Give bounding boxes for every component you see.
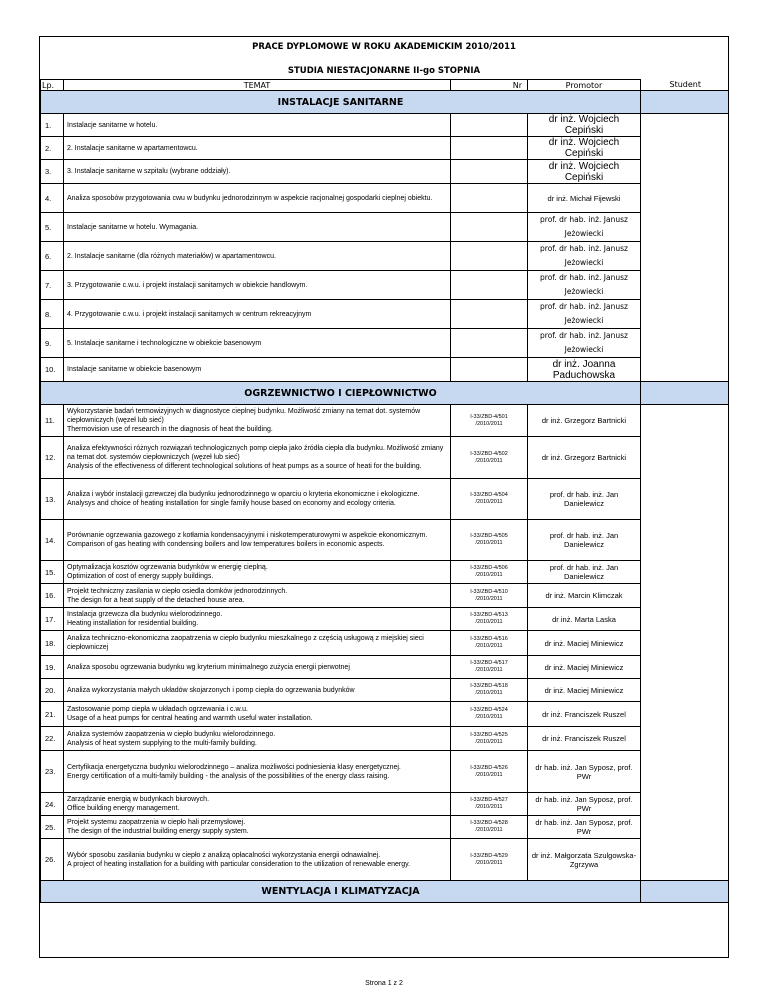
thesis-code bbox=[451, 271, 528, 300]
table-row bbox=[41, 479, 730, 520]
row-number: 6. bbox=[41, 242, 64, 271]
table-row bbox=[41, 584, 730, 608]
section-header-wentylacja bbox=[41, 881, 730, 903]
promotor-name: prof. dr hab. inż. Janusz Jeżowiecki bbox=[528, 213, 641, 242]
student-cell bbox=[641, 271, 730, 300]
thesis-topic: Zastosowanie pomp ciepła w układach ogrzewania i c.w.u. Usage of a heat pumps for central heating and warmth useful water installation. bbox=[64, 702, 451, 727]
promotor-name: prof. dr hab. inż. Janusz Jeżowiecki bbox=[528, 300, 641, 329]
row-number: 22. bbox=[41, 727, 64, 751]
section-header-ogrzewnictwo bbox=[41, 382, 730, 405]
thesis-code: I-33/ZBD-4/504 /2010/2011 bbox=[451, 479, 528, 520]
student-cell bbox=[641, 727, 730, 751]
thesis-topic: Analiza sposobów przygotowania cwu w budynku jednorodzinnym w aspekcie racjonalnej gospodarki cieplnej obiektu. bbox=[64, 184, 451, 213]
student-cell bbox=[641, 137, 730, 160]
student-cell bbox=[641, 631, 730, 656]
row-number: 26. bbox=[41, 839, 64, 881]
thesis-code: I-33/ZBD-4/529 /2010/2011 bbox=[451, 839, 528, 881]
row-number: 20. bbox=[41, 679, 64, 702]
thesis-code bbox=[451, 329, 528, 358]
row-number: 14. bbox=[41, 520, 64, 561]
promotor-name: dr inż. Michał Fijewski bbox=[528, 184, 641, 213]
promotor-name: dr inż. Franciszek Ruszel bbox=[528, 702, 641, 727]
page-footer: Strona 1 z 2 bbox=[365, 980, 403, 987]
row-number: 1. bbox=[41, 114, 64, 137]
table-row bbox=[41, 160, 730, 184]
thesis-topic: Instalacje sanitarne w obiekcie basenowym bbox=[64, 358, 451, 382]
column-header-temat: TEMAT bbox=[64, 80, 451, 91]
thesis-topic: Zarządzanie energią w budynkach biurowych. Office building energy management. bbox=[64, 793, 451, 816]
row-number: 11. bbox=[41, 405, 64, 437]
thesis-topic: 2. Instalacje sanitarne (dla różnych materiałów) w apartamentowcu. bbox=[64, 242, 451, 271]
column-header-nr: Nr bbox=[451, 80, 528, 91]
thesis-topic: Instalacje sanitarne w hotelu. bbox=[64, 114, 451, 137]
table-header-row bbox=[41, 80, 730, 91]
thesis-code: I-33/ZBD-4/501 /2010/2011 bbox=[451, 405, 528, 437]
row-number: 3. bbox=[41, 160, 64, 184]
thesis-code bbox=[451, 358, 528, 382]
table-row bbox=[41, 751, 730, 793]
thesis-code: I-33/ZBD-4/524 /2010/2011 bbox=[451, 702, 528, 727]
column-header-promotor: Promotor bbox=[528, 80, 641, 91]
row-number: 16. bbox=[41, 584, 64, 608]
row-number: 19. bbox=[41, 656, 64, 679]
row-number: 18. bbox=[41, 631, 64, 656]
student-cell bbox=[641, 358, 730, 382]
thesis-code bbox=[451, 242, 528, 271]
row-number: 7. bbox=[41, 271, 64, 300]
thesis-topic: Porównanie ogrzewania gazowego z kotłamia kondensacyjnymi i niskotemperaturowymi w aspekcie ekonomicznym. Comparison of gas heating with condensing boilers and low temperatures boilers in economic aspects. bbox=[64, 520, 451, 561]
thesis-topic: 2. Instalacje sanitarne w apartamentowcu. bbox=[64, 137, 451, 160]
page-subtitle: STUDIA NIESTACJONARNE II-go STOPNIA bbox=[287, 66, 481, 76]
thesis-topic: Analiza systemów zaopatrzenia w ciepło budynku wielorodzinnego. Analysis of heat system supplying to the multi-family building. bbox=[64, 727, 451, 751]
thesis-topic: Projekt systemu zaopatrzenia w ciepło hali przemysłowej. The design of the industrial building energy supply system. bbox=[64, 816, 451, 839]
student-cell bbox=[641, 329, 730, 358]
table-row bbox=[41, 437, 730, 479]
page-title: PRACE DYPLOMOWE W ROKU AKADEMICKIM 2010/2011 bbox=[252, 42, 516, 52]
student-cell bbox=[641, 656, 730, 679]
table-row bbox=[41, 816, 730, 839]
table-row bbox=[41, 608, 730, 631]
table-row bbox=[41, 520, 730, 561]
row-number: 9. bbox=[41, 329, 64, 358]
student-cell bbox=[641, 816, 730, 839]
thesis-code: I-33/ZBD-4/506 /2010/2011 bbox=[451, 561, 528, 584]
thesis-topic: Analiza efektywności różnych rozwiązań technologicznych pomp ciepła jako źródła ciepła dla budynku. Możliwość zmiany na temat dot. systemów ciepłowniczych (węzeł lub sieć) Analysis of the effectiveness of different technological solutions of heat pumps as a source of heati for the building. bbox=[64, 437, 451, 479]
thesis-topic: Instalacja grzewcza dla budynku wielorodzinnego. Heating installation for residential building. bbox=[64, 608, 451, 631]
student-cell bbox=[641, 184, 730, 213]
promotor-name: dr inż. Wojciech Cepiński bbox=[528, 114, 641, 137]
column-header-student: Student bbox=[669, 80, 701, 90]
thesis-code: I-33/ZBD-4/516 /2010/2011 bbox=[451, 631, 528, 656]
row-number: 21. bbox=[41, 702, 64, 727]
promotor-name: dr inż. Maciej Miniewicz bbox=[528, 631, 641, 656]
thesis-topic: 5. Instalacje sanitarne i technologiczne w obiekcie basenowym bbox=[64, 329, 451, 358]
promotor-name: dr inż. Marta Laska bbox=[528, 608, 641, 631]
row-number: 23. bbox=[41, 751, 64, 793]
table-row bbox=[41, 656, 730, 679]
table-row bbox=[41, 242, 730, 271]
promotor-name: dr hab. inż. Jan Syposz, prof. PWr bbox=[528, 751, 641, 793]
table-row bbox=[41, 839, 730, 881]
promotor-name: dr hab. inż. Jan Syposz, prof. PWr bbox=[528, 793, 641, 816]
student-cell bbox=[641, 561, 730, 584]
student-cell bbox=[641, 793, 730, 816]
row-number: 12. bbox=[41, 437, 64, 479]
promotor-name: prof. dr hab. inż. Jan Danielewicz bbox=[528, 479, 641, 520]
document-sheet bbox=[39, 36, 729, 958]
table-row bbox=[41, 405, 730, 437]
promotor-name: dr inż. Wojciech Cepiński bbox=[528, 137, 641, 160]
row-number: 4. bbox=[41, 184, 64, 213]
thesis-topic: 3. Przygotowanie c.w.u. i projekt instalacji sanitarnych w obiekcie handlowym. bbox=[64, 271, 451, 300]
thesis-topic: Analiza wykorzystania małych układów skojarzonych i pomp ciepła do ogrzewania budynków bbox=[64, 679, 451, 702]
thesis-code bbox=[451, 114, 528, 137]
table-row bbox=[41, 793, 730, 816]
row-number: 8. bbox=[41, 300, 64, 329]
section-header-sanitarne bbox=[41, 91, 730, 114]
thesis-topic: Analiza techniczno-ekonomiczna zaopatrzenia w ciepło budynku mieszkalnego z częścią usługową z miejskiej sieci ciepłowniczej bbox=[64, 631, 451, 656]
column-header-lp: Lp. bbox=[41, 80, 64, 91]
promotor-name: prof. dr hab. inż. Jan Danielewicz bbox=[528, 561, 641, 584]
promotor-name: dr inż. Maciej Miniewicz bbox=[528, 679, 641, 702]
table-row bbox=[41, 184, 730, 213]
promotor-name: prof. dr hab. inż. Janusz Jeżowiecki bbox=[528, 329, 641, 358]
promotor-name: prof. dr hab. inż. Janusz Jeżowiecki bbox=[528, 242, 641, 271]
table-row bbox=[41, 561, 730, 584]
thesis-topic: Certyfikacja energetyczna budynku wielorodzinnego – analiza możliwości podniesienia klasy energetycznej. Energy certification of a multi-family building - the analysis of the possibilities of the energy class raising. bbox=[64, 751, 451, 793]
promotor-name: prof. dr hab. inż. Janusz Jeżowiecki bbox=[528, 271, 641, 300]
thesis-topic: 3. Instalacje sanitarne w szpitalu (wybrane oddziały). bbox=[64, 160, 451, 184]
thesis-topic: Projekt techniczny zasilania w ciepło osiedla domków jednorodzinnych. The design for a heat supply of the detached house area. bbox=[64, 584, 451, 608]
thesis-code bbox=[451, 300, 528, 329]
student-cell bbox=[641, 679, 730, 702]
row-number: 5. bbox=[41, 213, 64, 242]
student-cell bbox=[641, 584, 730, 608]
student-cell bbox=[641, 114, 730, 137]
promotor-name: dr inż. Wojciech Cepiński bbox=[528, 160, 641, 184]
table-row bbox=[41, 727, 730, 751]
promotor-name: dr inż. Marcin Klimczak bbox=[528, 584, 641, 608]
student-cell bbox=[641, 160, 730, 184]
thesis-topic: Wykorzystanie badań termowizyjnych w diagnostyce cieplnej budynku. Możliwość zmiany na temat dot. systemów ciepłowniczych (węzeł lub sieć) Thermovision use of research in the diagnosis of heat the building. bbox=[64, 405, 451, 437]
thesis-code: I-33/ZBD-4/528 /2010/2011 bbox=[451, 816, 528, 839]
table-row bbox=[41, 329, 730, 358]
promotor-name: dr inż. Joanna Paduchowska bbox=[528, 358, 641, 382]
promotor-name: dr inż. Maciej Miniewicz bbox=[528, 656, 641, 679]
table-row bbox=[41, 271, 730, 300]
thesis-code: I-33/ZBD-4/505 /2010/2011 bbox=[451, 520, 528, 561]
student-cell bbox=[641, 839, 730, 881]
row-number: 25. bbox=[41, 816, 64, 839]
student-cell bbox=[641, 242, 730, 271]
table-row bbox=[41, 631, 730, 656]
thesis-code: I-33/ZBD-4/525 /2010/2011 bbox=[451, 727, 528, 751]
section-title: OGRZEWNICTWO I CIEPŁOWNICTWO bbox=[41, 382, 641, 405]
student-cell bbox=[641, 702, 730, 727]
student-cell bbox=[641, 479, 730, 520]
student-cell bbox=[641, 751, 730, 793]
thesis-code: I-33/ZBD-4/513 /2010/2011 bbox=[451, 608, 528, 631]
section-title: INSTALACJE SANITARNE bbox=[41, 91, 641, 114]
row-number: 15. bbox=[41, 561, 64, 584]
table-row bbox=[41, 213, 730, 242]
row-number: 17. bbox=[41, 608, 64, 631]
student-cell bbox=[641, 520, 730, 561]
thesis-code: I-33/ZBD-4/510 /2010/2011 bbox=[451, 584, 528, 608]
thesis-code: I-33/ZBD-4/518 /2010/2011 bbox=[451, 679, 528, 702]
thesis-topic: Analiza i wybór instalacji gzrewczej dla budynku jednorodzinnego w oparciu o kryteria ekonomiczne i ekologiczne. Analysys and choice of heating installation for single family house based on economy and ecology criteria. bbox=[64, 479, 451, 520]
student-cell bbox=[641, 213, 730, 242]
thesis-table bbox=[40, 79, 729, 903]
promotor-name: dr hab. inż. Jan Syposz, prof. PWr bbox=[528, 816, 641, 839]
student-cell bbox=[641, 405, 730, 437]
thesis-code bbox=[451, 160, 528, 184]
thesis-code: I-33/ZBD-4/526 /2010/2011 bbox=[451, 751, 528, 793]
thesis-topic: Wybór sposobu zasilania budynku w ciepło z analizą opłacalności wykorzystania energii odnawialnej. A project of heating installation for a building with particular consideration to the utilization of renewable energy. bbox=[64, 839, 451, 881]
promotor-name: dr inż. Małgorzata Szulgowska-Zgrzywa bbox=[528, 839, 641, 881]
row-number: 10. bbox=[41, 358, 64, 382]
thesis-code: I-33/ZBD-4/527 /2010/2011 bbox=[451, 793, 528, 816]
table-row bbox=[41, 679, 730, 702]
thesis-code bbox=[451, 213, 528, 242]
promotor-name: dr inż. Franciszek Ruszel bbox=[528, 727, 641, 751]
student-cell bbox=[641, 437, 730, 479]
table-row bbox=[41, 300, 730, 329]
promotor-name: dr inż. Grzegorz Bartnicki bbox=[528, 405, 641, 437]
thesis-code: I-33/ZBD-4/502 /2010/2011 bbox=[451, 437, 528, 479]
thesis-topic: Analiza sposobu ogrzewania budynku wg kryterium minimalnego zużycia energii pierwotnej bbox=[64, 656, 451, 679]
thesis-topic: Instalacje sanitarne w hotelu. Wymagania. bbox=[64, 213, 451, 242]
thesis-code: I-33/ZBD-4/517 /2010/2011 bbox=[451, 656, 528, 679]
student-cell bbox=[641, 300, 730, 329]
table-row bbox=[41, 358, 730, 382]
table-row bbox=[41, 137, 730, 160]
table-row bbox=[41, 702, 730, 727]
thesis-topic: Optymalizacja kosztów ogrzewania budynków w energię cieplną. Optimization of cost of energy supply buildings. bbox=[64, 561, 451, 584]
thesis-topic: 4. Przygotowanie c.w.u. i projekt instalacji sanitarnych w centrum rekreacyjnym bbox=[64, 300, 451, 329]
row-number: 2. bbox=[41, 137, 64, 160]
row-number: 13. bbox=[41, 479, 64, 520]
promotor-name: dr inż. Grzegorz Bartnicki bbox=[528, 437, 641, 479]
table-row bbox=[41, 114, 730, 137]
section-title: WENTYLACJA I KLIMATYZACJA bbox=[41, 881, 641, 903]
thesis-code bbox=[451, 184, 528, 213]
thesis-code bbox=[451, 137, 528, 160]
row-number: 24. bbox=[41, 793, 64, 816]
student-cell bbox=[641, 608, 730, 631]
promotor-name: prof. dr hab. inż. Jan Danielewicz bbox=[528, 520, 641, 561]
